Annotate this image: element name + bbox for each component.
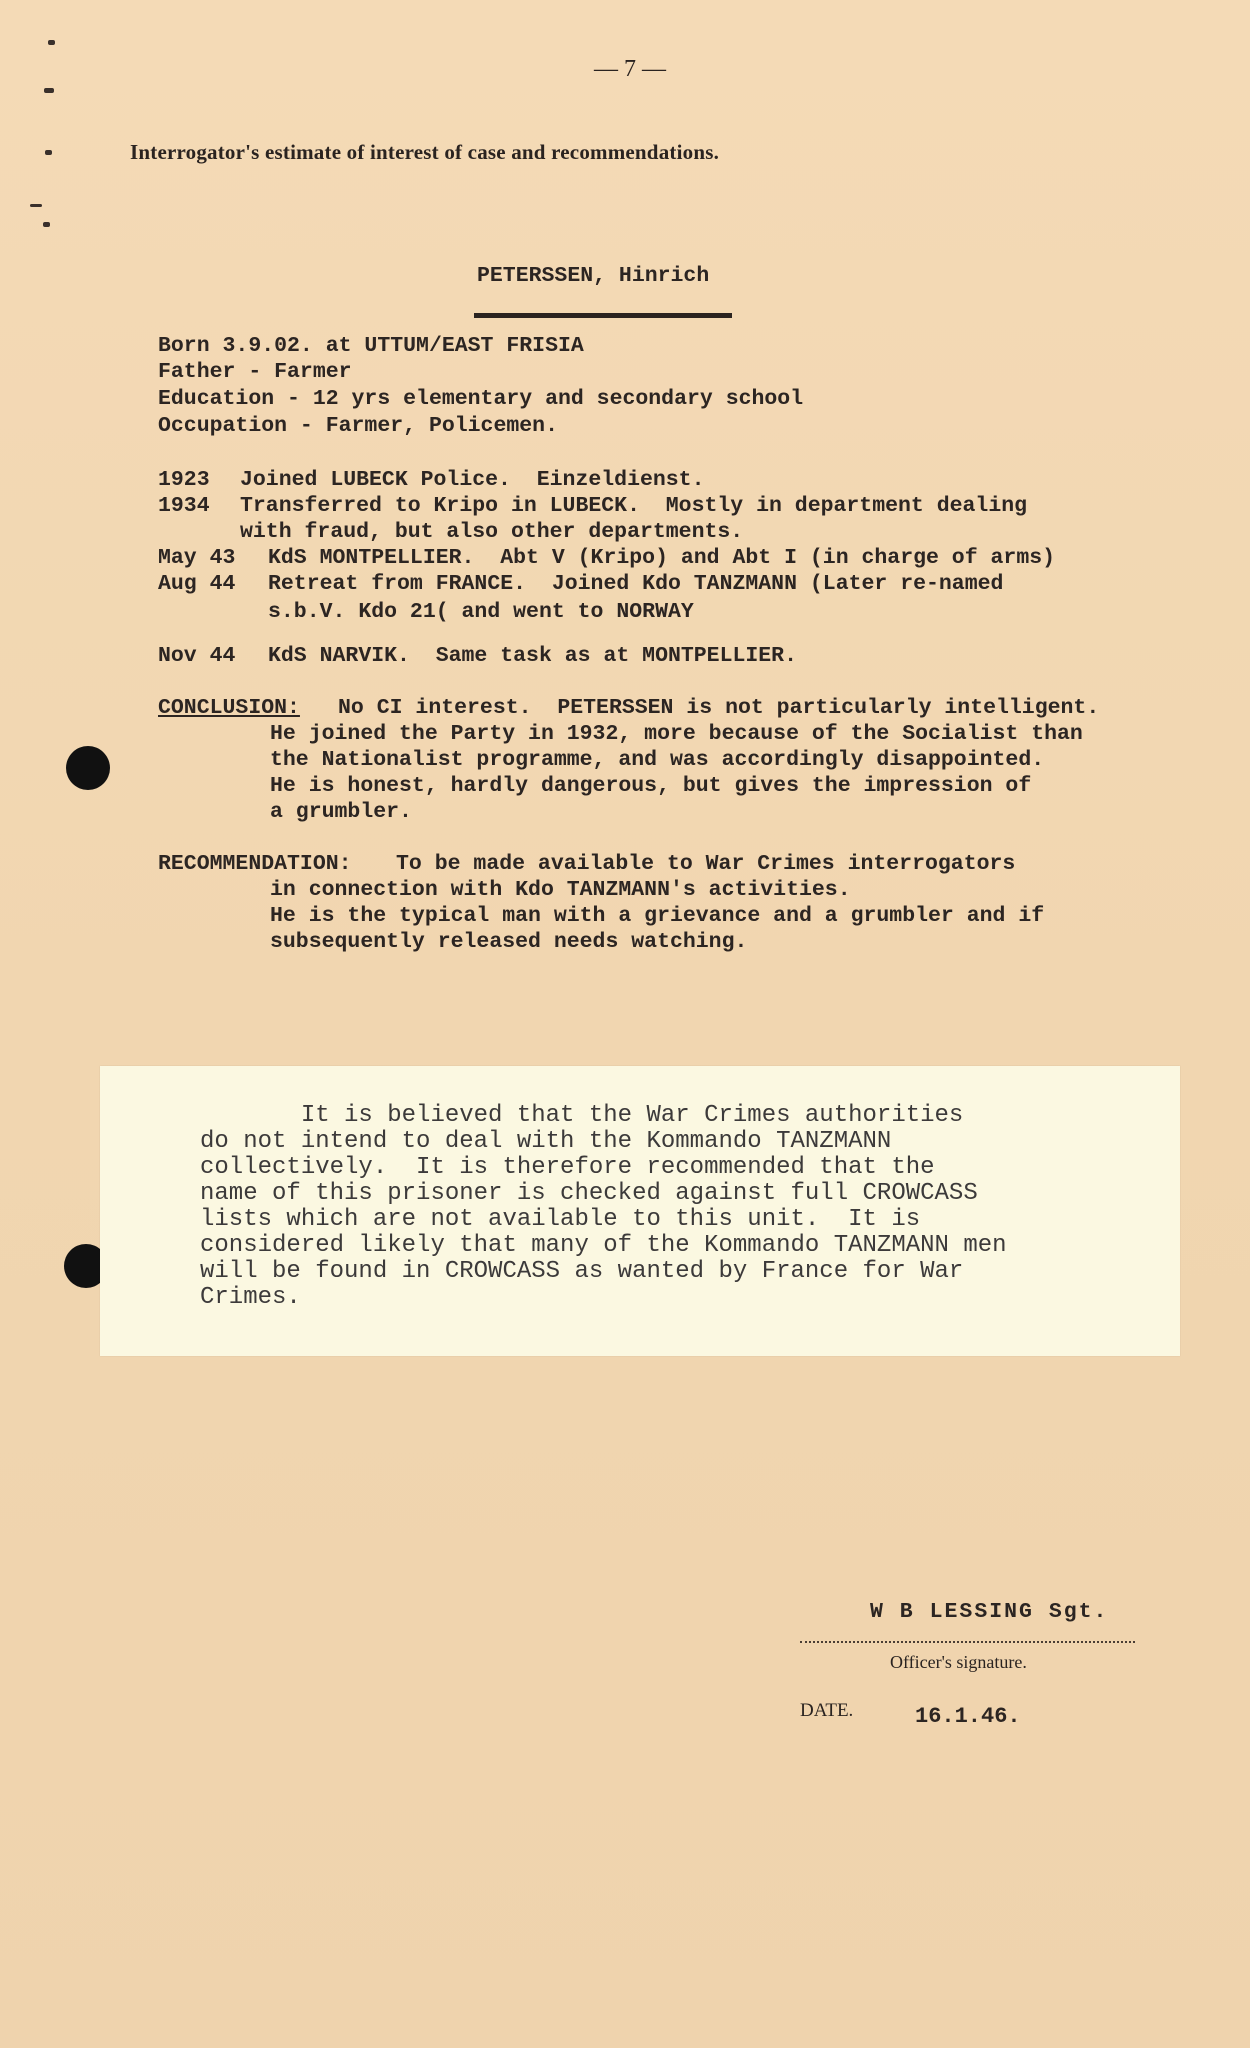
- date-value: 16.1.46.: [915, 1704, 1021, 1729]
- career-entry: s.b.V. Kdo 21( and went to NORWAY: [268, 600, 694, 624]
- career-date: 1934: [158, 494, 210, 518]
- biodata-education: Education - 12 yrs elementary and secondary school: [158, 387, 804, 411]
- career-entry: KdS MONTPELLIER. Abt V (Kripo) and Abt I (in charge of arms): [268, 546, 1056, 570]
- margin-mark: [44, 88, 54, 93]
- attached-note-line: considered likely that many of the Kommando TANZMANN men: [200, 1232, 1007, 1259]
- margin-mark: [45, 150, 52, 155]
- form-heading: Interrogator's estimate of interest of case and recommendations.: [130, 140, 720, 164]
- attached-note-line: will be found in CROWCASS as wanted by France for War: [200, 1258, 964, 1285]
- officer-signature-name: W B LESSING Sgt.: [870, 1600, 1109, 1624]
- recommendation-text: subsequently released needs watching.: [270, 930, 748, 954]
- signature-caption: Officer's signature.: [890, 1652, 1027, 1672]
- career-entry: Joined LUBECK Police. Einzeldienst.: [240, 468, 705, 492]
- signature-dotted-line: [800, 1641, 1135, 1643]
- margin-mark: [43, 222, 50, 227]
- career-entry: KdS NARVIK. Same task as at MONTPELLIER.: [268, 644, 797, 668]
- recommendation-text: He is the typical man with a grievance and a grumbler and if: [270, 904, 1045, 928]
- subject-name: PETERSSEN, Hinrich: [477, 264, 710, 288]
- career-date: Aug 44: [158, 572, 236, 596]
- conclusion-text: He is honest, hardly dangerous, but gives the impression of: [270, 774, 1032, 798]
- punch-hole: [66, 746, 110, 790]
- biodata-occupation: Occupation - Farmer, Policemen.: [158, 414, 558, 438]
- recommendation-text: To be made available to War Crimes interrogators: [396, 852, 1016, 876]
- attached-note-line: It is believed that the War Crimes authorities: [200, 1102, 964, 1129]
- career-entry: Retreat from FRANCE. Joined Kdo TANZMANN (Later re-named: [268, 572, 1004, 596]
- career-date: 1923: [158, 468, 210, 492]
- margin-mark: [48, 40, 55, 45]
- conclusion-label: CONCLUSION:: [158, 696, 300, 720]
- page-number: — 7 —: [594, 56, 666, 82]
- margin-mark: [30, 204, 42, 207]
- conclusion-text: the Nationalist programme, and was accordingly disappointed.: [270, 748, 1045, 772]
- biodata-born: Born 3.9.02. at UTTUM/EAST FRISIA: [158, 334, 584, 358]
- attached-note-line: do not intend to deal with the Kommando TANZMANN: [200, 1128, 892, 1155]
- recommendation-text: in connection with Kdo TANZMANN's activities.: [270, 878, 851, 902]
- conclusion-text: No CI interest. PETERSSEN is not particularly intelligent.: [338, 696, 1100, 720]
- attached-note-slip: [100, 1066, 1180, 1356]
- subject-underline: [474, 313, 732, 318]
- biodata-father: Father - Farmer: [158, 360, 352, 384]
- attached-note-line: collectively. It is therefore recommended that the: [200, 1154, 935, 1181]
- career-date: May 43: [158, 546, 236, 570]
- career-date: Nov 44: [158, 644, 236, 668]
- career-entry: Transferred to Kripo in LUBECK. Mostly in department dealing: [240, 494, 1028, 518]
- conclusion-text: He joined the Party in 1932, more because of the Socialist than: [270, 722, 1083, 746]
- date-label: DATE.: [800, 1700, 854, 1721]
- attached-note-line: name of this prisoner is checked against full CROWCASS: [200, 1180, 978, 1207]
- attached-note-line: Crimes.: [200, 1284, 301, 1311]
- recommendation-label: RECOMMENDATION:: [158, 852, 352, 876]
- attached-note-line: lists which are not available to this unit. It is: [200, 1206, 921, 1233]
- career-entry: with fraud, but also other departments.: [240, 520, 744, 544]
- conclusion-text: a grumbler.: [270, 800, 412, 824]
